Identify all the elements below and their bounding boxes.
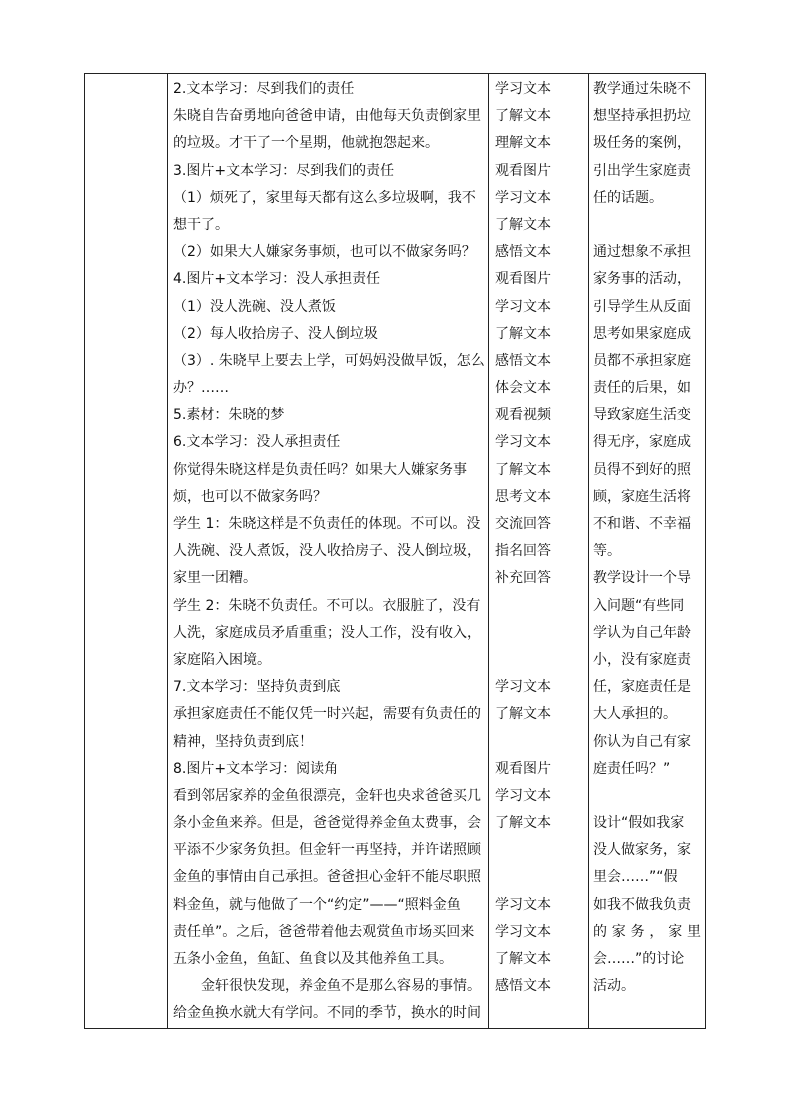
activity-item: 感悟文本 [495,244,551,261]
content-line: 人洗碗、没人煮饭，没人收拾房子、没人倒垃圾， [173,543,481,560]
content-line: 6.文本学习：没人承担责任 [173,434,341,451]
intent-line: 里会……”“假 [593,869,678,886]
content-line: 办？…… [173,380,229,397]
content-line: 7.文本学习：坚持负责到底 [173,679,341,696]
content-line: 精神，坚持负责到底！ [173,733,313,750]
activity-item: 学习文本 [495,923,551,940]
activity-item: 指名回答 [495,543,551,560]
intent-line: 圾任务的案例， [593,135,691,152]
blank-line [495,647,585,674]
content-line: （2）如果大人嫌家务事烦，也可以不做家务吗？ [173,244,476,261]
blank-line [495,593,585,620]
activity-item: 了解文本 [495,108,551,125]
activity-item: 了解文本 [495,325,551,342]
content-line: 学生 1：朱晓这样是不负责任的体现。不可以。没 [173,516,481,532]
intent-line: 教学设计一个导 [593,570,691,587]
column-divider [488,74,489,1028]
intent-line: 员得不到好的照 [593,461,691,478]
intent-line: 通过想象不承担 [593,244,691,261]
intent-line: 想坚持承担扔垃 [593,108,691,125]
content-line: 的垃圾。才干了一个星期，他就抱怨起来。 [173,135,439,152]
activity-item: 学习文本 [495,679,551,696]
content-line: （3）. 朱晓早上要去上学，可妈妈没做早饭，怎么 [173,352,485,369]
intent-line: 教学通过朱晓不 [593,81,691,97]
intent-line: 会……”的讨论 [593,951,685,967]
activity-item: 理解文本 [495,135,551,152]
content-line: 2.文本学习：尽到我们的责任 [173,81,355,97]
blank-line [495,729,585,756]
intent-line: 你认为自己有家 [593,733,691,750]
activity-item: 学习文本 [495,787,551,804]
intent-line: 员都不承担家庭 [593,352,691,369]
activity-item: 学习文本 [495,189,551,206]
content-line: （1）烦死了，家里每天都有这么多垃圾啊，我不 [173,189,476,206]
content-line: 8.图片+文本学习：阅读角 [173,760,339,777]
intent-line: 引出学生家庭责 [593,162,691,179]
intent-line: 设计“假如我家 [593,815,685,832]
activity-item: 了解文本 [495,216,551,233]
lesson-table [84,73,706,1029]
blank-line [593,783,701,810]
blank-line [495,837,585,864]
intent-line: 没人做家务，家 [593,842,691,859]
content-line: 条小金鱼来养。但是，爸爸觉得养金鱼太费事，会 [173,815,481,832]
content-line: 承担家庭责任不能仅凭一时兴起，需要有负责任的 [173,706,481,723]
blank-line [495,864,585,891]
intent-line: 小，没有家庭责 [593,651,691,668]
column-divider [167,74,168,1028]
intent-line: 引导学生从反面 [593,298,691,315]
content-line: （1）没人洗碗、没人煮饭 [173,298,336,315]
activity-item: 了解文本 [495,815,551,832]
activity-item: 观看图片 [495,162,551,179]
content-line: 家里一团糟。 [173,570,257,587]
activity-item: 观看视频 [495,407,551,424]
activity-item: 学习文本 [495,298,551,315]
activity-item: 学习文本 [495,896,551,913]
student-activity-column [495,76,585,1000]
intent-line: 学认为自己年龄 [593,624,691,641]
activity-item: 体会文本 [495,380,551,397]
blank-line [593,212,701,239]
content-line: 责任单”。之后，爸爸带着他去观赏鱼市场买回来 [173,923,475,940]
intent-line: 如我不做我负责 [593,896,691,913]
intent-line: 庭责任吗？” [593,760,671,777]
content-line: 给金鱼换水就大有学问。不同的季节，换水的时间 [173,1005,481,1022]
content-line: 想干了。 [173,216,229,233]
intent-line: 顾，家庭生活将 [593,488,691,505]
intent-line: 导致家庭生活变 [593,407,691,424]
content-line: 你觉得朱晓这样是负责任吗？如果大人嫌家务事 [173,461,467,478]
design-intent-column [593,76,701,1000]
content-line: 金轩很快发现，养金鱼不是那么容易的事情。 [201,978,481,995]
activity-item: 学习文本 [495,434,551,451]
content-line: 人洗，家庭成员矛盾重重；没人工作，没有收入， [173,624,481,641]
intent-line: 思考如果家庭成 [593,325,691,342]
intent-line: 活动。 [593,978,635,995]
teaching-content-column [173,76,485,1028]
blank-line [495,620,585,647]
content-line: 朱晓自告奋勇地向爸爸申请，由他每天负责倒家里 [173,108,481,125]
intent-line: 大人承担的。 [593,706,677,723]
content-line: 5.素材：朱晓的梦 [173,407,285,424]
column-divider [588,74,589,1028]
content-line: 平添不少家务负担。但金轩一再坚持，并许诺照顾 [173,842,481,859]
activity-item: 观看图片 [495,760,551,777]
content-line: 3.图片+文本学习：尽到我们的责任 [173,162,395,179]
activity-item: 感悟文本 [495,978,551,995]
content-line: 金鱼的事情由自己承担。爸爸担心金轩不能尽职照 [173,869,481,886]
intent-line: 责任的后果，如 [593,380,691,397]
intent-line: 等。 [593,543,621,560]
content-line: 学生 2：朱晓不负责任。不可以。衣服脏了，没有 [173,597,481,614]
content-line: 五条小金鱼，鱼缸、鱼食以及其他养鱼工具。 [173,951,453,967]
intent-line: 不和谐、不幸福 [593,516,691,532]
content-line: 看到邻居家养的金鱼很漂亮，金轩也央求爸爸买几 [173,787,481,804]
activity-item: 了解文本 [495,461,551,478]
activity-item: 交流回答 [495,516,551,532]
activity-item: 学习文本 [495,81,551,97]
intent-line: 入问题“有些同 [593,597,685,614]
content-line: 家庭陷入困境。 [173,651,271,668]
activity-item: 了解文本 [495,951,551,967]
activity-item: 感悟文本 [495,352,551,369]
content-line: 4.图片+文本学习：没人承担责任 [173,271,381,288]
activity-item: 观看图片 [495,271,551,288]
intent-line: 任，家庭责任是 [593,679,691,696]
activity-item: 了解文本 [495,706,551,723]
content-line: 烦，也可以不做家务吗？ [173,488,327,505]
intent-line: 得无序，家庭成 [593,434,691,451]
content-line: 料金鱼，就与他做了一个“约定”——“照料金鱼 [173,896,461,913]
intent-line: 家务事的活动， [593,271,691,288]
intent-line: 的家务，家里 [593,923,701,940]
content-line: （2）每人收拾房子、没人倒垃圾 [173,325,378,342]
activity-item: 思考文本 [495,488,551,505]
activity-item: 补充回答 [495,570,551,587]
intent-line: 任的话题。 [593,189,663,206]
